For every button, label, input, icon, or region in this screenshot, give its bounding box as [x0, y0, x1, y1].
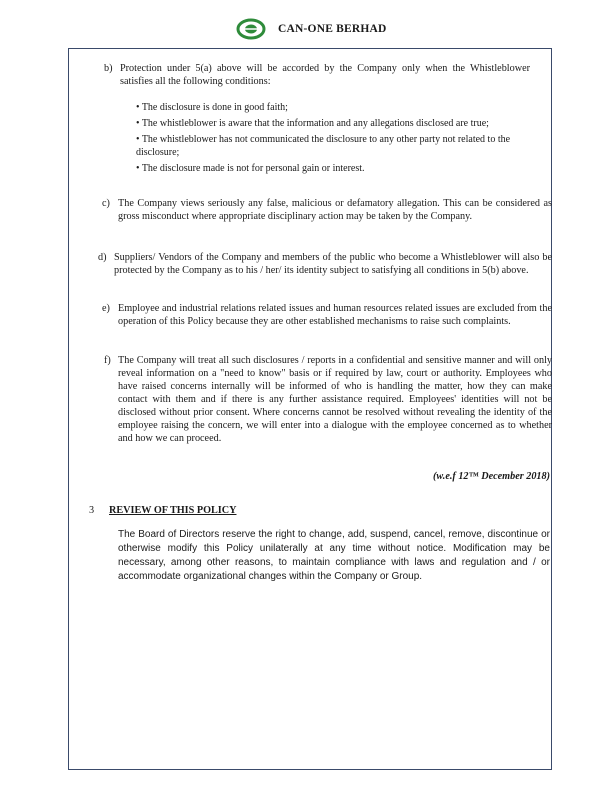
item-d-text: Suppliers/ Vendors of the Company and members of the public who become a Whistleblower will also be protected by the Company as to his / her/ its identity subject to satisfying all conditions in 5(b) above.: [114, 252, 552, 276]
company-name: CAN-ONE BERHAD: [278, 23, 387, 35]
item-d-label: d): [98, 252, 107, 263]
bullet-3: • The whistleblower has not communicated the disclosure to any other party not related to the disclosure;: [136, 134, 511, 158]
bullet-4: • The disclosure made is not for personal gain or interest.: [136, 163, 365, 174]
bullet-2: • The whistleblower is aware that the information and any allegations disclosed are true;: [136, 118, 489, 129]
section-title: REVIEW OF THIS POLICY: [109, 505, 237, 516]
item-b-label: b): [104, 63, 113, 74]
item-e-text: Employee and industrial relations related issues and human resources related issues are excluded from the operation of this Policy because they are other established mechanisms to raise such complaints.: [118, 303, 552, 327]
effective-date: (w.e.f 12™ December 2018): [432, 471, 550, 482]
item-c-text: The Company views seriously any false, malicious or defamatory allegation. This can be considered as gross misconduct where appropriate disciplinary action may be taken by the Company.: [118, 198, 552, 222]
bullet-1: • The disclosure is done in good faith;: [136, 102, 288, 113]
item-f-text: The Company will treat all such disclosures / reports in a confidential and sensitive manner and will only reveal information on a "need to know" basis or if required by law, court or authority. Employees who have raised concerns internally will be informed of who is handling the matter, how they can make contact with them and if there is any further assistance required. Employees' identities will not be disclosed without prior consent. Where concerns cannot be resolved without revealing the identity of the employee raising the concern, we will enter into a dialogue with the employee concerned as to whether and how we can proceed.: [118, 355, 552, 444]
item-c-label: c): [102, 198, 110, 209]
item-b-text: Protection under 5(a) above will be accorded by the Company only when the Whistleblower satisfies all the following conditions:: [120, 63, 530, 87]
item-e-label: e): [102, 303, 110, 314]
section-number: 3: [89, 505, 95, 516]
item-f-label: f): [104, 355, 111, 366]
page-header: [0, 18, 612, 42]
section-body: The Board of Directors reserve the right to change, add, suspend, cancel, remove, discontinue or otherwise modify this Policy unilaterally at any time without notice. Modification may be necessary, among other reasons, to maintain compliance with laws and regulation and / or accommodate organizational changes within the Company or Group.: [118, 529, 550, 582]
can-one-logo-icon: [236, 18, 266, 40]
